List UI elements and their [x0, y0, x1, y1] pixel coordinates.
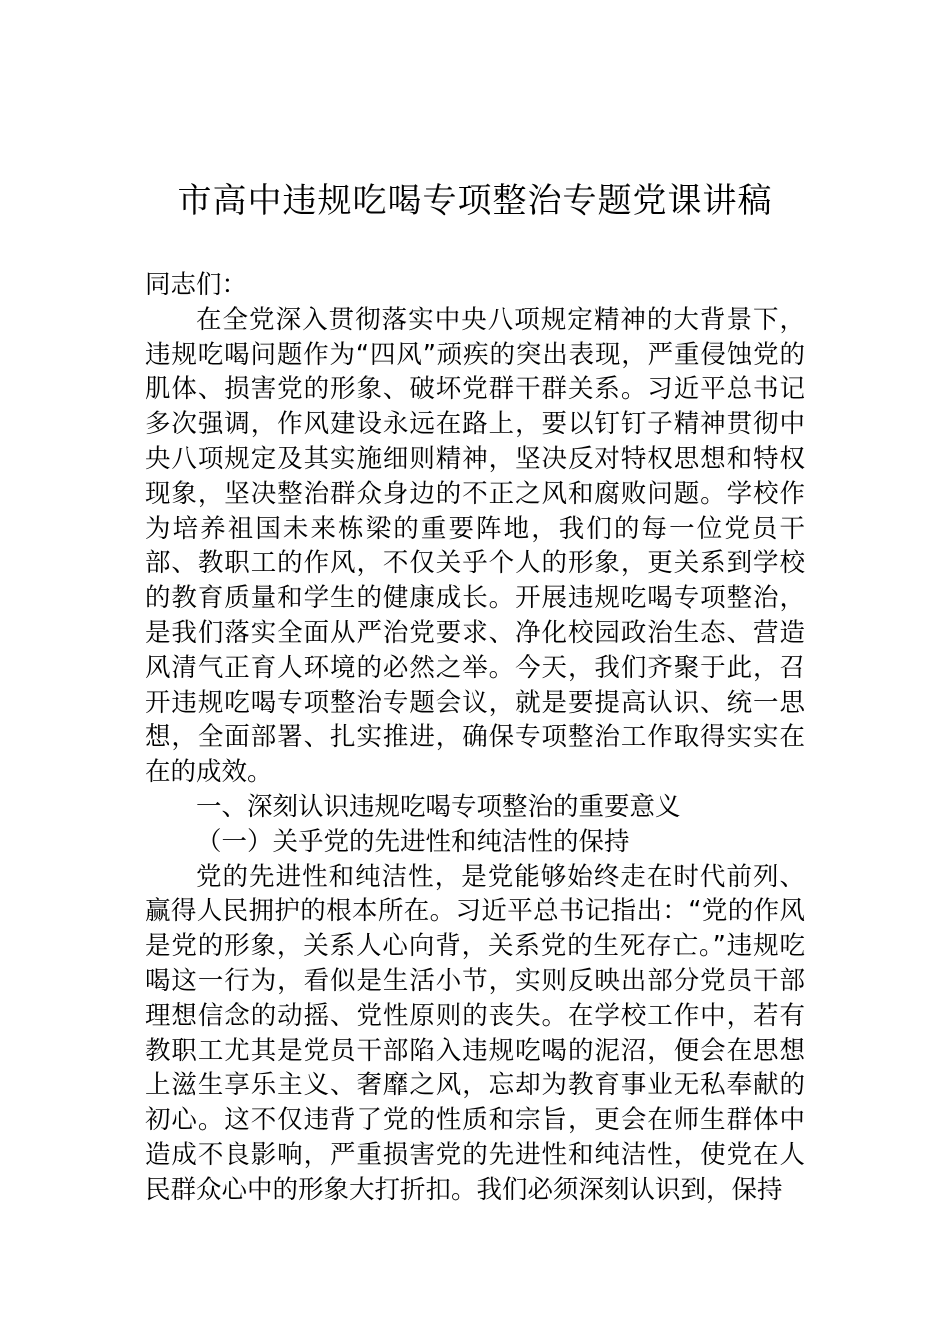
subsection-paragraph: 党的先进性和纯洁性，是党能够始终走在时代前列、赢得人民拥护的根本所在。习近平总书记指出：“党的作风是党的形象，关系人心向背，关系党的生死存亡。”违规吃喝这一行为，看似是生活小节，实则反映出部分党员干部理想信念的动摇、党性原则的丧失。在学校工作中，若有教职工尤其是党员干部陷入违规吃喝的泥沼，便会在思想上滋生享乐主义、奢靡之风，忘却为教育事业无私奉献的初心。这不仅违背了党的性质和宗旨，更会在师生群体中造成不良影响，严重损害党的先进性和纯洁性，使党在人民群众心中的形象大打折扣。我们必须深刻认识到，保持: [145, 861, 805, 1205]
salutation: 同志们：: [145, 270, 248, 300]
intro-paragraph: 在全党深入贯彻落实中央八项规定精神的大背景下，违规吃喝问题作为“四风”顽疾的突出表现，严重侵蚀党的肌体、损害党的形象、破坏党群干群关系。习近平总书记多次强调，作风建设永远在路上，要以钉钉子精神贯彻中央八项规定及其实施细则精神，坚决反对特权思想和特权现象，坚决整治群众身边的不正之风和腐败问题。学校作为培养祖国未来栋梁的重要阵地，我们的每一位党员干部、教职工的作风，不仅关乎个人的形象，更关系到学校的教育质量和学生的健康成长。开展违规吃喝专项整治，是我们落实全面从严治党要求、净化校园政治生态、营造风清气正育人环境的必然之举。今天，我们齐聚于此，召开违规吃喝专项整治专题会议，就是要提高认识、统一思想，全面部署、扎实推进，确保专项整治工作取得实实在在的成效。: [145, 304, 805, 788]
subsection-heading: （一）关乎党的先进性和纯洁性的保持: [196, 826, 630, 857]
document-title: 市高中违规吃喝专项整治专题党课讲稿: [177, 181, 773, 221]
section-heading: 一、深刻认识违规吃喝专项整治的重要意义: [196, 791, 681, 822]
document-body: [145, 268, 805, 1208]
